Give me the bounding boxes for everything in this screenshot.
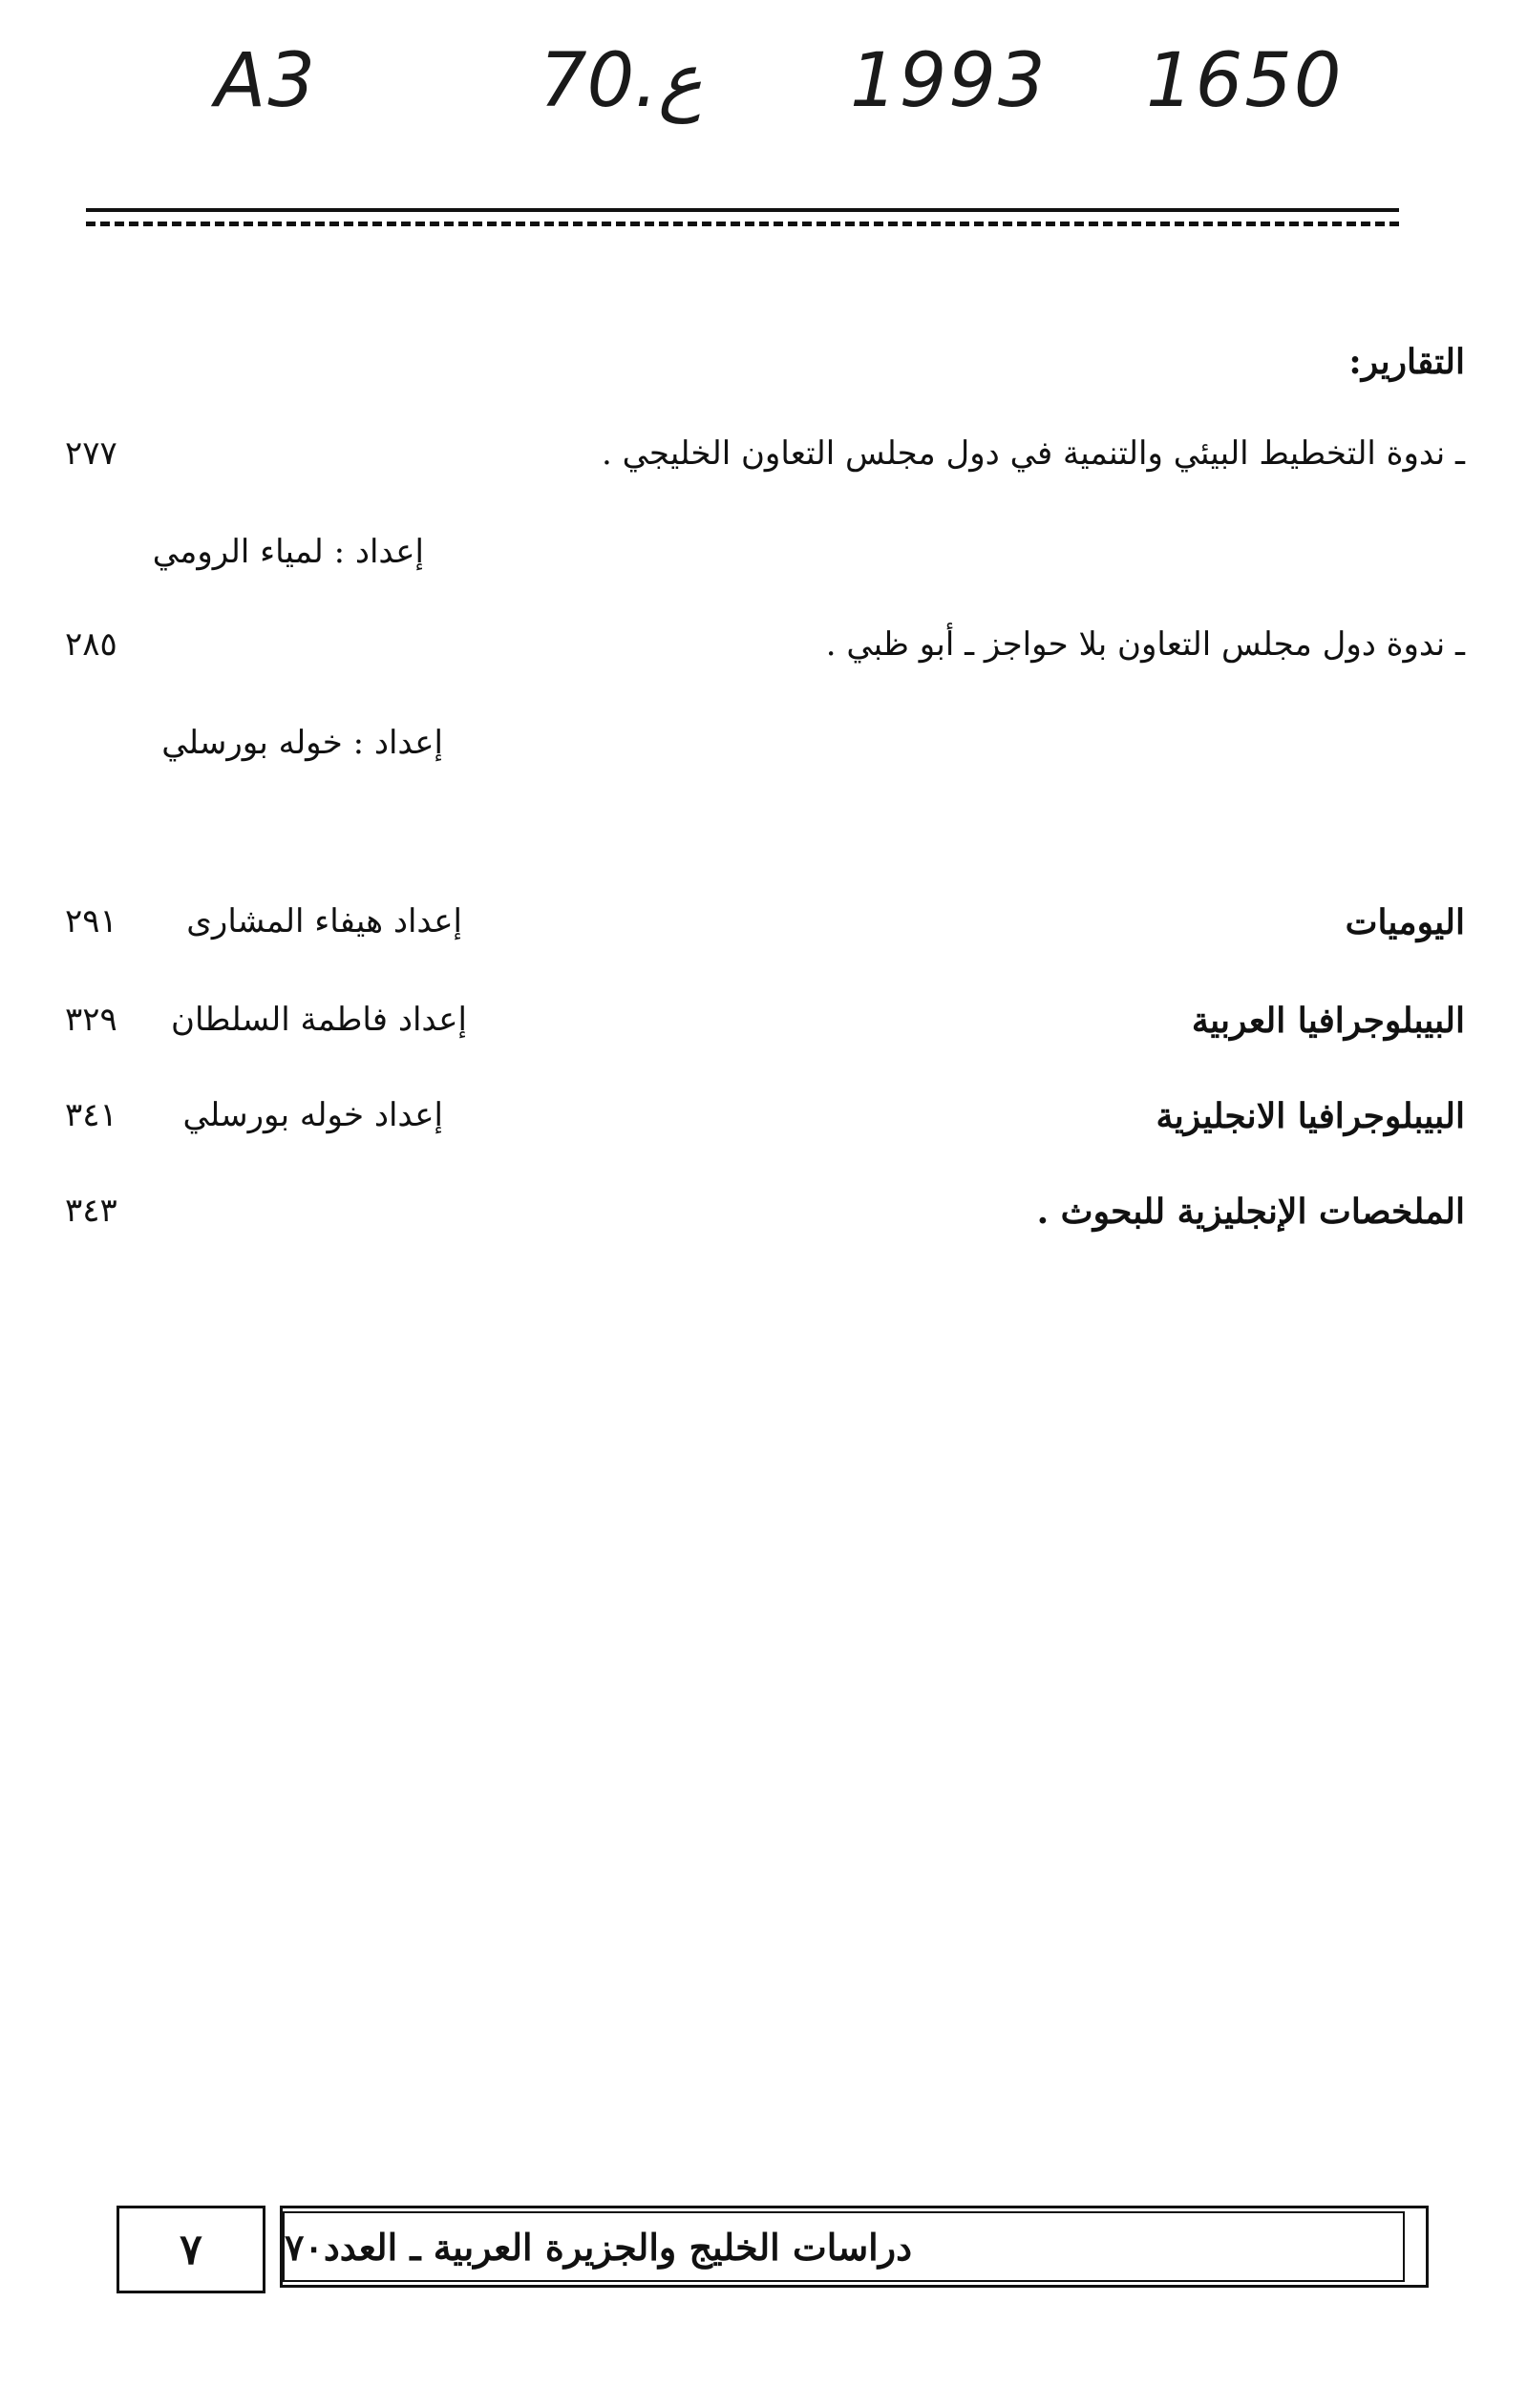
entry-title-arabic-bibliography: البيبلوجرافيا العربية <box>1191 1001 1465 1041</box>
handwritten-code: A3 <box>215 38 317 124</box>
entry-title-english-abstracts: الملخصات الإنجليزية للبحوث . <box>1036 1192 1465 1232</box>
entry-author-diaries: إعداد هيفاء المشارى <box>186 902 462 940</box>
header-rule-dashed <box>86 222 1399 226</box>
entry-page-english-abstracts: ٣٤٣ <box>65 1192 117 1230</box>
report-author-1: إعداد : لمياء الرومي <box>152 533 424 571</box>
entry-author-english-bibliography: إعداد خوله بورسلي <box>182 1096 443 1134</box>
report-title-2: ـ ندوة دول مجلس التعاون بلا حواجز ـ أبو ظبي . <box>825 625 1465 664</box>
handwritten-issue: 70.ع <box>540 38 703 124</box>
report-author-2: إعداد : خوله بورسلي <box>161 724 443 762</box>
entry-page-diaries: ٢٩١ <box>65 902 117 940</box>
entry-title-english-bibliography: البيبلوجرافيا الانجليزية <box>1156 1096 1465 1136</box>
footer-page-number-text: ٧ <box>180 2225 202 2274</box>
report-page-1: ٢٧٧ <box>65 434 117 473</box>
entry-page-english-bibliography: ٣٤١ <box>65 1096 117 1134</box>
entry-author-arabic-bibliography: إعداد فاطمة السلطان <box>171 1001 467 1039</box>
handwritten-number: 1650 <box>1146 38 1344 124</box>
handwritten-year: 1993 <box>850 38 1048 124</box>
footer-page-number <box>117 2206 265 2293</box>
section-heading-reports: التقارير: <box>1348 342 1465 382</box>
report-page-2: ٢٨٥ <box>65 625 117 664</box>
header-rule-solid <box>86 208 1399 212</box>
report-title-1: ـ ندوة التخطيط البيئي والتنمية في دول مجلس التعاون الخليجي . <box>601 434 1465 473</box>
footer-journal-box <box>280 2206 1429 2288</box>
entry-page-arabic-bibliography: ٣٢٩ <box>65 1001 117 1039</box>
footer-journal-title: دراسات الخليج والجزيرة العربية ـ العدد٧٠ <box>283 2211 1405 2282</box>
entry-title-diaries: اليوميات <box>1345 902 1465 942</box>
